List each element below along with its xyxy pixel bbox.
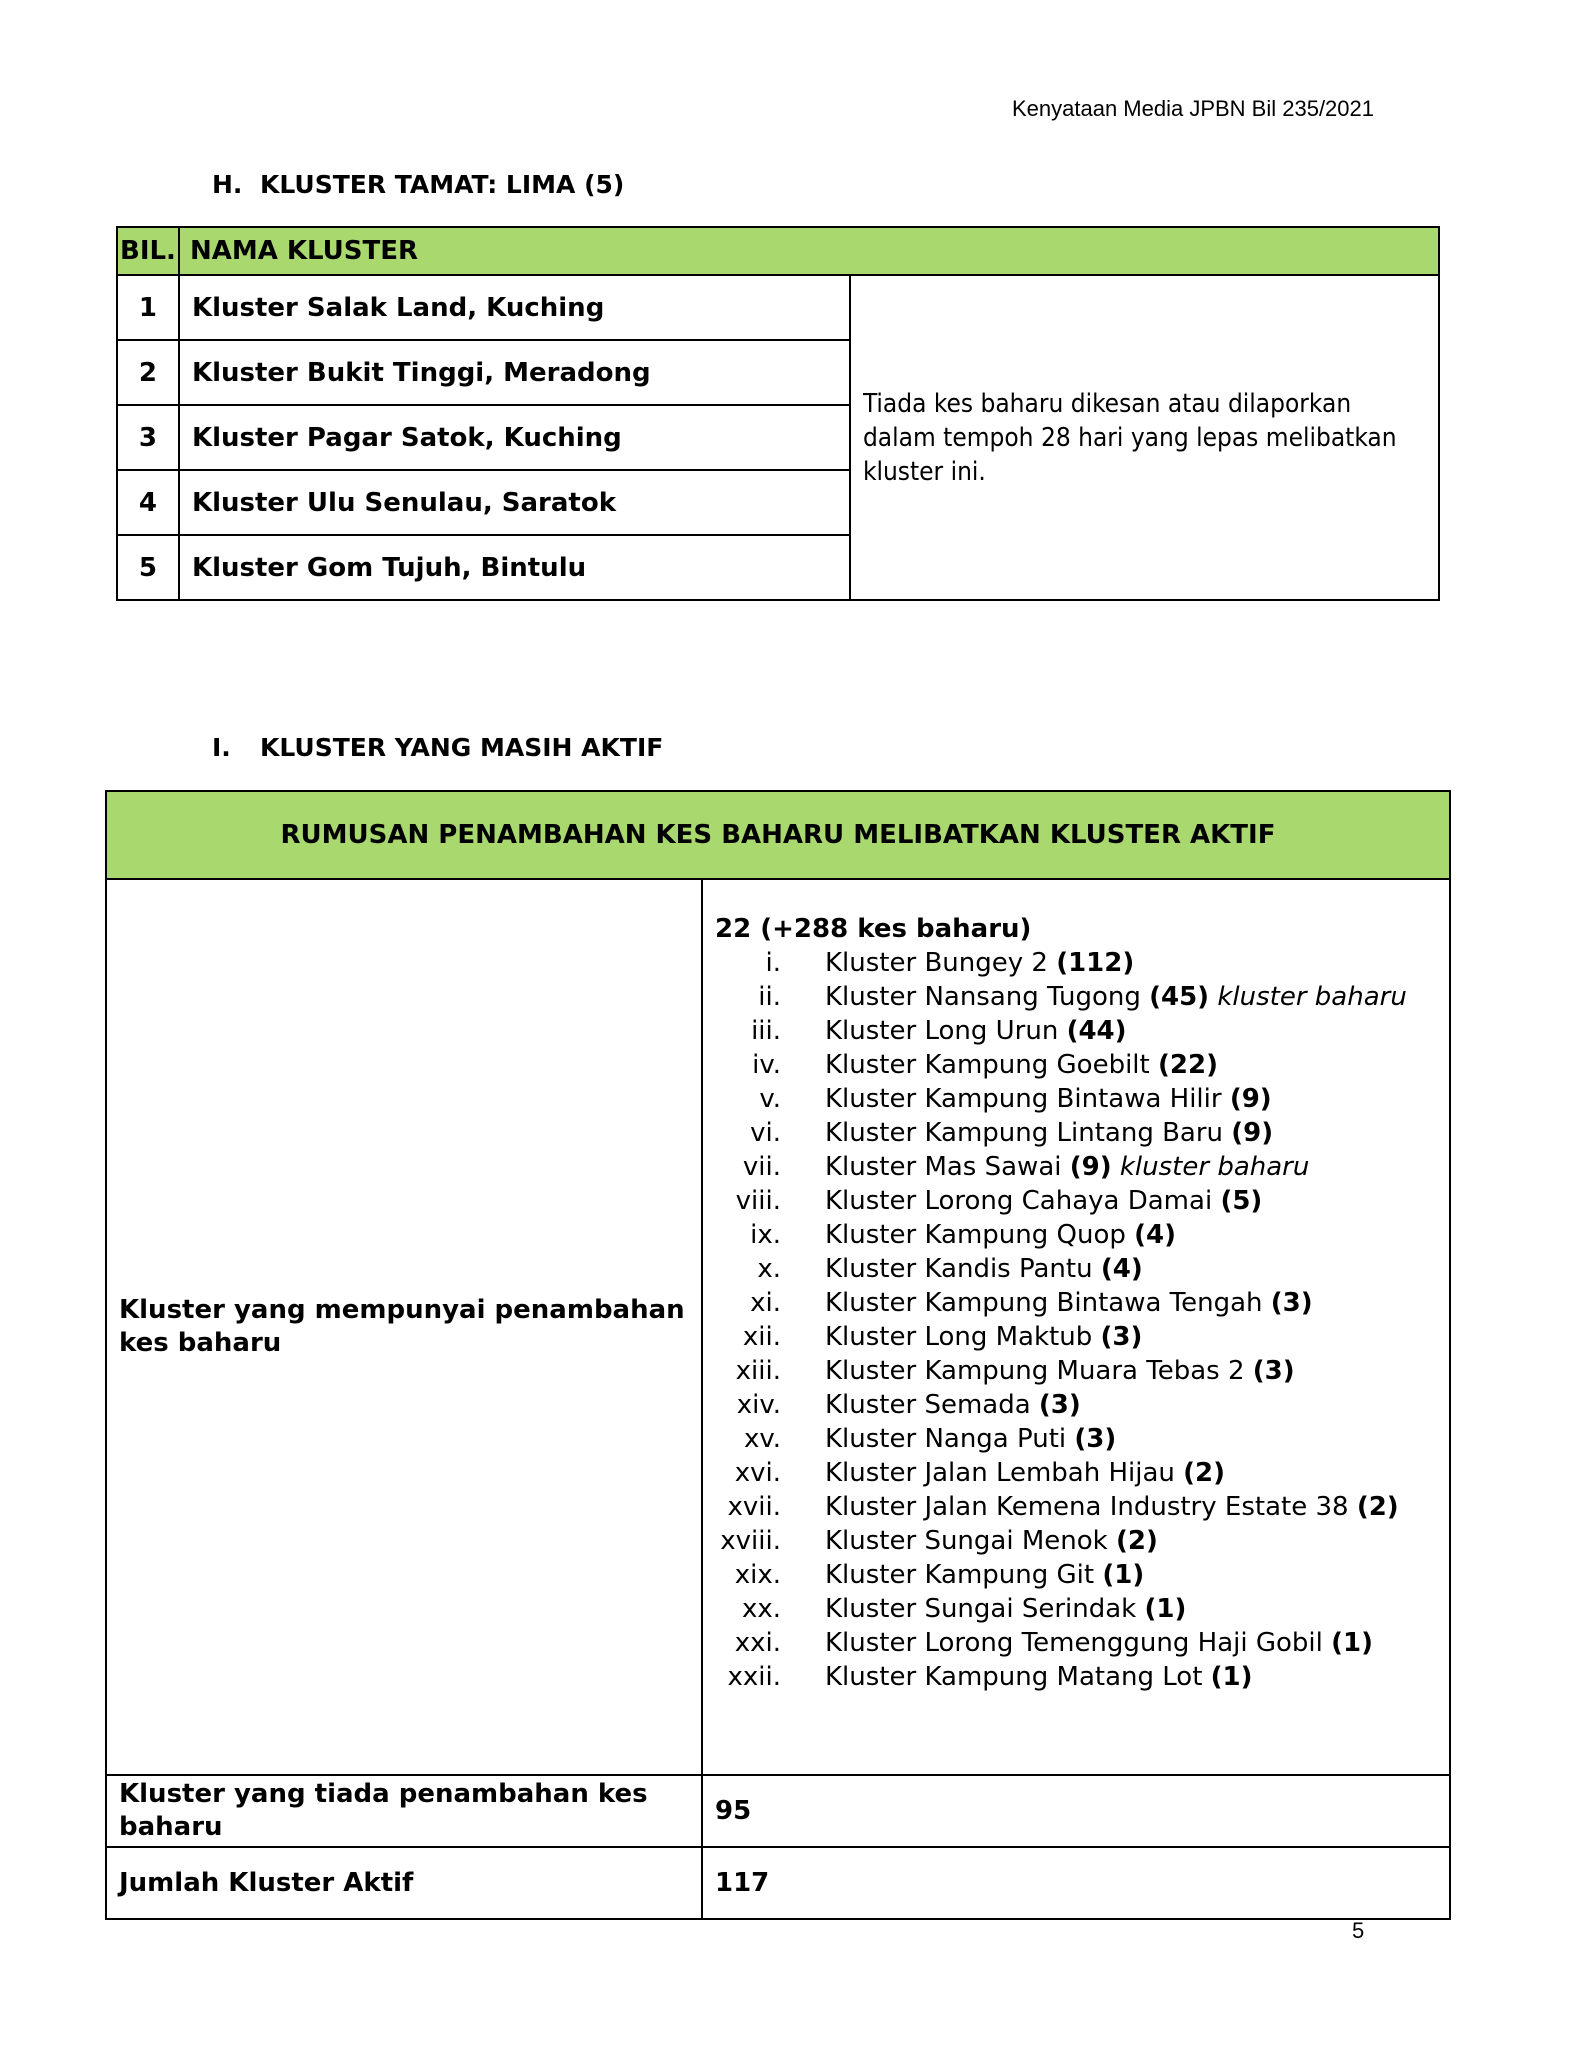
- list-item-text: [825, 1660, 1253, 1694]
- list-item-text: [825, 1626, 1373, 1660]
- list-item-roman-numeral: xxii.: [727, 1662, 781, 1692]
- list-item: [715, 980, 1437, 1014]
- list-item-roman-numeral: xi.: [750, 1288, 781, 1318]
- list-item: [715, 1252, 1437, 1286]
- cluster-name: Kluster Nansang Tugong: [825, 982, 1150, 1012]
- section-i-title: [212, 733, 663, 762]
- cluster-name: Kluster Ulu Senulau, Saratok: [179, 470, 850, 535]
- new-cluster-tag: kluster baharu: [1111, 1152, 1310, 1182]
- list-item-roman-numeral: v.: [759, 1084, 781, 1114]
- new-case-count: (4): [1100, 1254, 1143, 1284]
- cluster-name: Kluster Kampung Matang Lot: [825, 1662, 1211, 1692]
- list-item-text: [825, 946, 1134, 980]
- new-case-count: (2): [1356, 1492, 1399, 1522]
- list-item-text: [825, 1184, 1262, 1218]
- cluster-name: Kluster Kampung Lintang Baru: [825, 1118, 1232, 1148]
- list-item-roman-numeral: x.: [757, 1254, 781, 1284]
- cluster-name: Kluster Kandis Pantu: [825, 1254, 1101, 1284]
- column-header-bil: BIL.: [117, 227, 179, 275]
- new-case-count: (112): [1056, 948, 1135, 978]
- cluster-name: Kluster Lorong Temenggung Haji Gobil: [825, 1628, 1332, 1658]
- list-item-roman-numeral: viii.: [735, 1186, 781, 1216]
- list-item-text: [825, 1218, 1176, 1252]
- list-item-roman-numeral: vi.: [750, 1118, 781, 1148]
- list-item-text: [825, 980, 1407, 1014]
- list-item-roman-numeral: iii.: [751, 1016, 781, 1046]
- list-item-text: [825, 1388, 1081, 1422]
- cluster-name: Kluster Long Maktub: [825, 1322, 1101, 1352]
- list-item: [715, 1320, 1437, 1354]
- cluster-name: Kluster Kampung Bintawa Hilir: [825, 1084, 1230, 1114]
- list-item: [715, 1150, 1437, 1184]
- table-header-row: [117, 227, 1439, 275]
- cluster-name: Kluster Kampung Muara Tebas 2: [825, 1356, 1253, 1386]
- row-number: 1: [117, 275, 179, 340]
- new-case-count: (9): [1069, 1152, 1112, 1182]
- cluster-name: Kluster Kampung Goebilt: [825, 1050, 1158, 1080]
- list-item: [715, 1082, 1437, 1116]
- list-item-roman-numeral: ii.: [758, 982, 781, 1012]
- row-label-total-active: Jumlah Kluster Aktif: [106, 1847, 702, 1919]
- cluster-name: Kluster Kampung Git: [825, 1560, 1103, 1590]
- list-item-roman-numeral: iv.: [752, 1050, 781, 1080]
- new-case-count: (1): [1331, 1628, 1373, 1658]
- list-item-text: [825, 1082, 1272, 1116]
- section-h-title: [212, 170, 624, 199]
- list-item-roman-numeral: xxi.: [734, 1628, 781, 1658]
- list-item: [715, 1014, 1437, 1048]
- list-item-roman-numeral: xix.: [734, 1560, 781, 1590]
- completed-clusters-note: Tiada kes baharu dikesan atau dilaporkan dalam tempoh 28 hari yang lepas melibatkan kluster ini.: [850, 275, 1439, 600]
- list-item-text: [825, 1116, 1273, 1150]
- new-case-count: (2): [1115, 1526, 1158, 1556]
- page-number: 5: [1352, 1918, 1365, 1943]
- list-item-text: [825, 1558, 1144, 1592]
- list-item: [715, 1048, 1437, 1082]
- cluster-name: Kluster Mas Sawai: [825, 1152, 1070, 1182]
- list-item-roman-numeral: ix.: [750, 1220, 781, 1250]
- section-i-letter: I.: [212, 733, 231, 762]
- list-item-roman-numeral: xx.: [741, 1594, 781, 1624]
- list-item: [715, 1218, 1437, 1252]
- list-item: [715, 1490, 1437, 1524]
- new-case-count: (1): [1144, 1594, 1187, 1624]
- list-item-roman-numeral: vii.: [742, 1152, 781, 1182]
- list-item: [715, 1286, 1437, 1320]
- cluster-name: Kluster Nanga Puti: [825, 1424, 1075, 1454]
- list-item: [715, 946, 1437, 980]
- new-case-count: (3): [1100, 1322, 1143, 1352]
- list-item-roman-numeral: i.: [765, 948, 781, 978]
- list-item-roman-numeral: xv.: [743, 1424, 781, 1454]
- active-cluster-list: [715, 946, 1437, 1694]
- cluster-name: Kluster Semada: [825, 1390, 1039, 1420]
- cluster-name: Kluster Salak Land, Kuching: [179, 275, 850, 340]
- row-number: 4: [117, 470, 179, 535]
- new-case-count: (2): [1183, 1458, 1226, 1488]
- list-item-roman-numeral: xiv.: [736, 1390, 781, 1420]
- new-case-count: (44): [1066, 1016, 1127, 1046]
- list-item-text: [825, 1150, 1309, 1184]
- list-item: [715, 1184, 1437, 1218]
- new-case-count: (5): [1220, 1186, 1263, 1216]
- list-item: [715, 1354, 1437, 1388]
- list-item: [715, 1626, 1437, 1660]
- clusters-without-new-cases-value: 95: [702, 1775, 1450, 1847]
- summary-heading-row: [106, 791, 1450, 879]
- list-item-text: [825, 1014, 1127, 1048]
- new-case-count: (3): [1074, 1424, 1117, 1454]
- cluster-name: Kluster Kampung Bintawa Tengah: [825, 1288, 1271, 1318]
- list-item-roman-numeral: xvii.: [727, 1492, 781, 1522]
- list-item-text: [825, 1320, 1142, 1354]
- new-case-count: (45): [1149, 982, 1210, 1012]
- list-item-roman-numeral: xviii.: [720, 1526, 781, 1556]
- new-case-count: (9): [1229, 1084, 1272, 1114]
- list-item-text: [825, 1456, 1225, 1490]
- list-item-text: [825, 1422, 1116, 1456]
- list-item-text: [825, 1252, 1143, 1286]
- column-header-cluster-name: NAMA KLUSTER: [179, 227, 1439, 275]
- table-row: [106, 1775, 1450, 1847]
- list-item-roman-numeral: xvi.: [734, 1458, 781, 1488]
- cluster-name: Kluster Pagar Satok, Kuching: [179, 405, 850, 470]
- row-number: 2: [117, 340, 179, 405]
- row-label-without-new-cases: Kluster yang tiada penambahan kes baharu: [106, 1775, 702, 1847]
- row-number: 3: [117, 405, 179, 470]
- list-item-text: [825, 1048, 1218, 1082]
- list-item-text: [825, 1354, 1295, 1388]
- section-i-title-text: KLUSTER YANG MASIH AKTIF: [260, 733, 664, 762]
- list-item-text: [825, 1490, 1399, 1524]
- table-row: [106, 879, 1450, 1775]
- list-item: [715, 1388, 1437, 1422]
- table-row: [117, 275, 1439, 340]
- cluster-name: Kluster Gom Tujuh, Bintulu: [179, 535, 850, 600]
- clusters-with-new-cases-cell: [702, 879, 1450, 1775]
- active-clusters-table: [105, 790, 1451, 1920]
- new-case-count: (3): [1252, 1356, 1295, 1386]
- list-item: [715, 1456, 1437, 1490]
- list-item-text: [825, 1524, 1158, 1558]
- media-statement-reference: Kenyataan Media JPBN Bil 235/2021: [1011, 96, 1374, 121]
- list-item: [715, 1660, 1437, 1694]
- new-case-count: (9): [1231, 1118, 1274, 1148]
- new-case-count: (22): [1158, 1050, 1218, 1080]
- cluster-name: Kluster Jalan Kemena Industry Estate 38: [825, 1492, 1357, 1522]
- new-cases-total: 22 (+288 kes baharu): [715, 914, 1032, 944]
- summary-heading: RUMUSAN PENAMBAHAN KES BAHARU MELIBATKAN KLUSTER AKTIF: [106, 791, 1450, 879]
- list-item: [715, 1422, 1437, 1456]
- cluster-name: Kluster Long Urun: [825, 1016, 1067, 1046]
- row-label-with-new-cases: Kluster yang mempunyai penambahan kes baharu: [106, 879, 702, 1775]
- section-h-letter: H.: [212, 170, 243, 199]
- new-case-count: (3): [1270, 1288, 1313, 1318]
- completed-clusters-table: [116, 226, 1440, 601]
- list-item: [715, 1116, 1437, 1150]
- list-item: [715, 1592, 1437, 1626]
- row-number: 5: [117, 535, 179, 600]
- section-h-title-text: KLUSTER TAMAT: LIMA (5): [260, 170, 625, 199]
- total-active-clusters-value: 117: [702, 1847, 1450, 1919]
- list-item: [715, 1558, 1437, 1592]
- cluster-name: Kluster Jalan Lembah Hijau: [825, 1458, 1184, 1488]
- cluster-name: Kluster Bungey 2: [825, 948, 1057, 978]
- list-item-roman-numeral: xiii.: [735, 1356, 781, 1386]
- new-cluster-tag: kluster baharu: [1209, 982, 1407, 1012]
- cluster-name: Kluster Lorong Cahaya Damai: [825, 1186, 1221, 1216]
- list-item-text: [825, 1286, 1313, 1320]
- list-item: [715, 1524, 1437, 1558]
- table-row: [106, 1847, 1450, 1919]
- new-case-count: (1): [1210, 1662, 1253, 1692]
- new-case-count: (3): [1038, 1390, 1081, 1420]
- new-case-count: (1): [1102, 1560, 1145, 1590]
- cluster-name: Kluster Kampung Quop: [825, 1220, 1135, 1250]
- new-case-count: (4): [1134, 1220, 1177, 1250]
- list-item-text: [825, 1592, 1186, 1626]
- cluster-name: Kluster Sungai Serindak: [825, 1594, 1145, 1624]
- cluster-name: Kluster Sungai Menok: [825, 1526, 1116, 1556]
- list-item-roman-numeral: xii.: [742, 1322, 781, 1352]
- cluster-name: Kluster Bukit Tinggi, Meradong: [179, 340, 850, 405]
